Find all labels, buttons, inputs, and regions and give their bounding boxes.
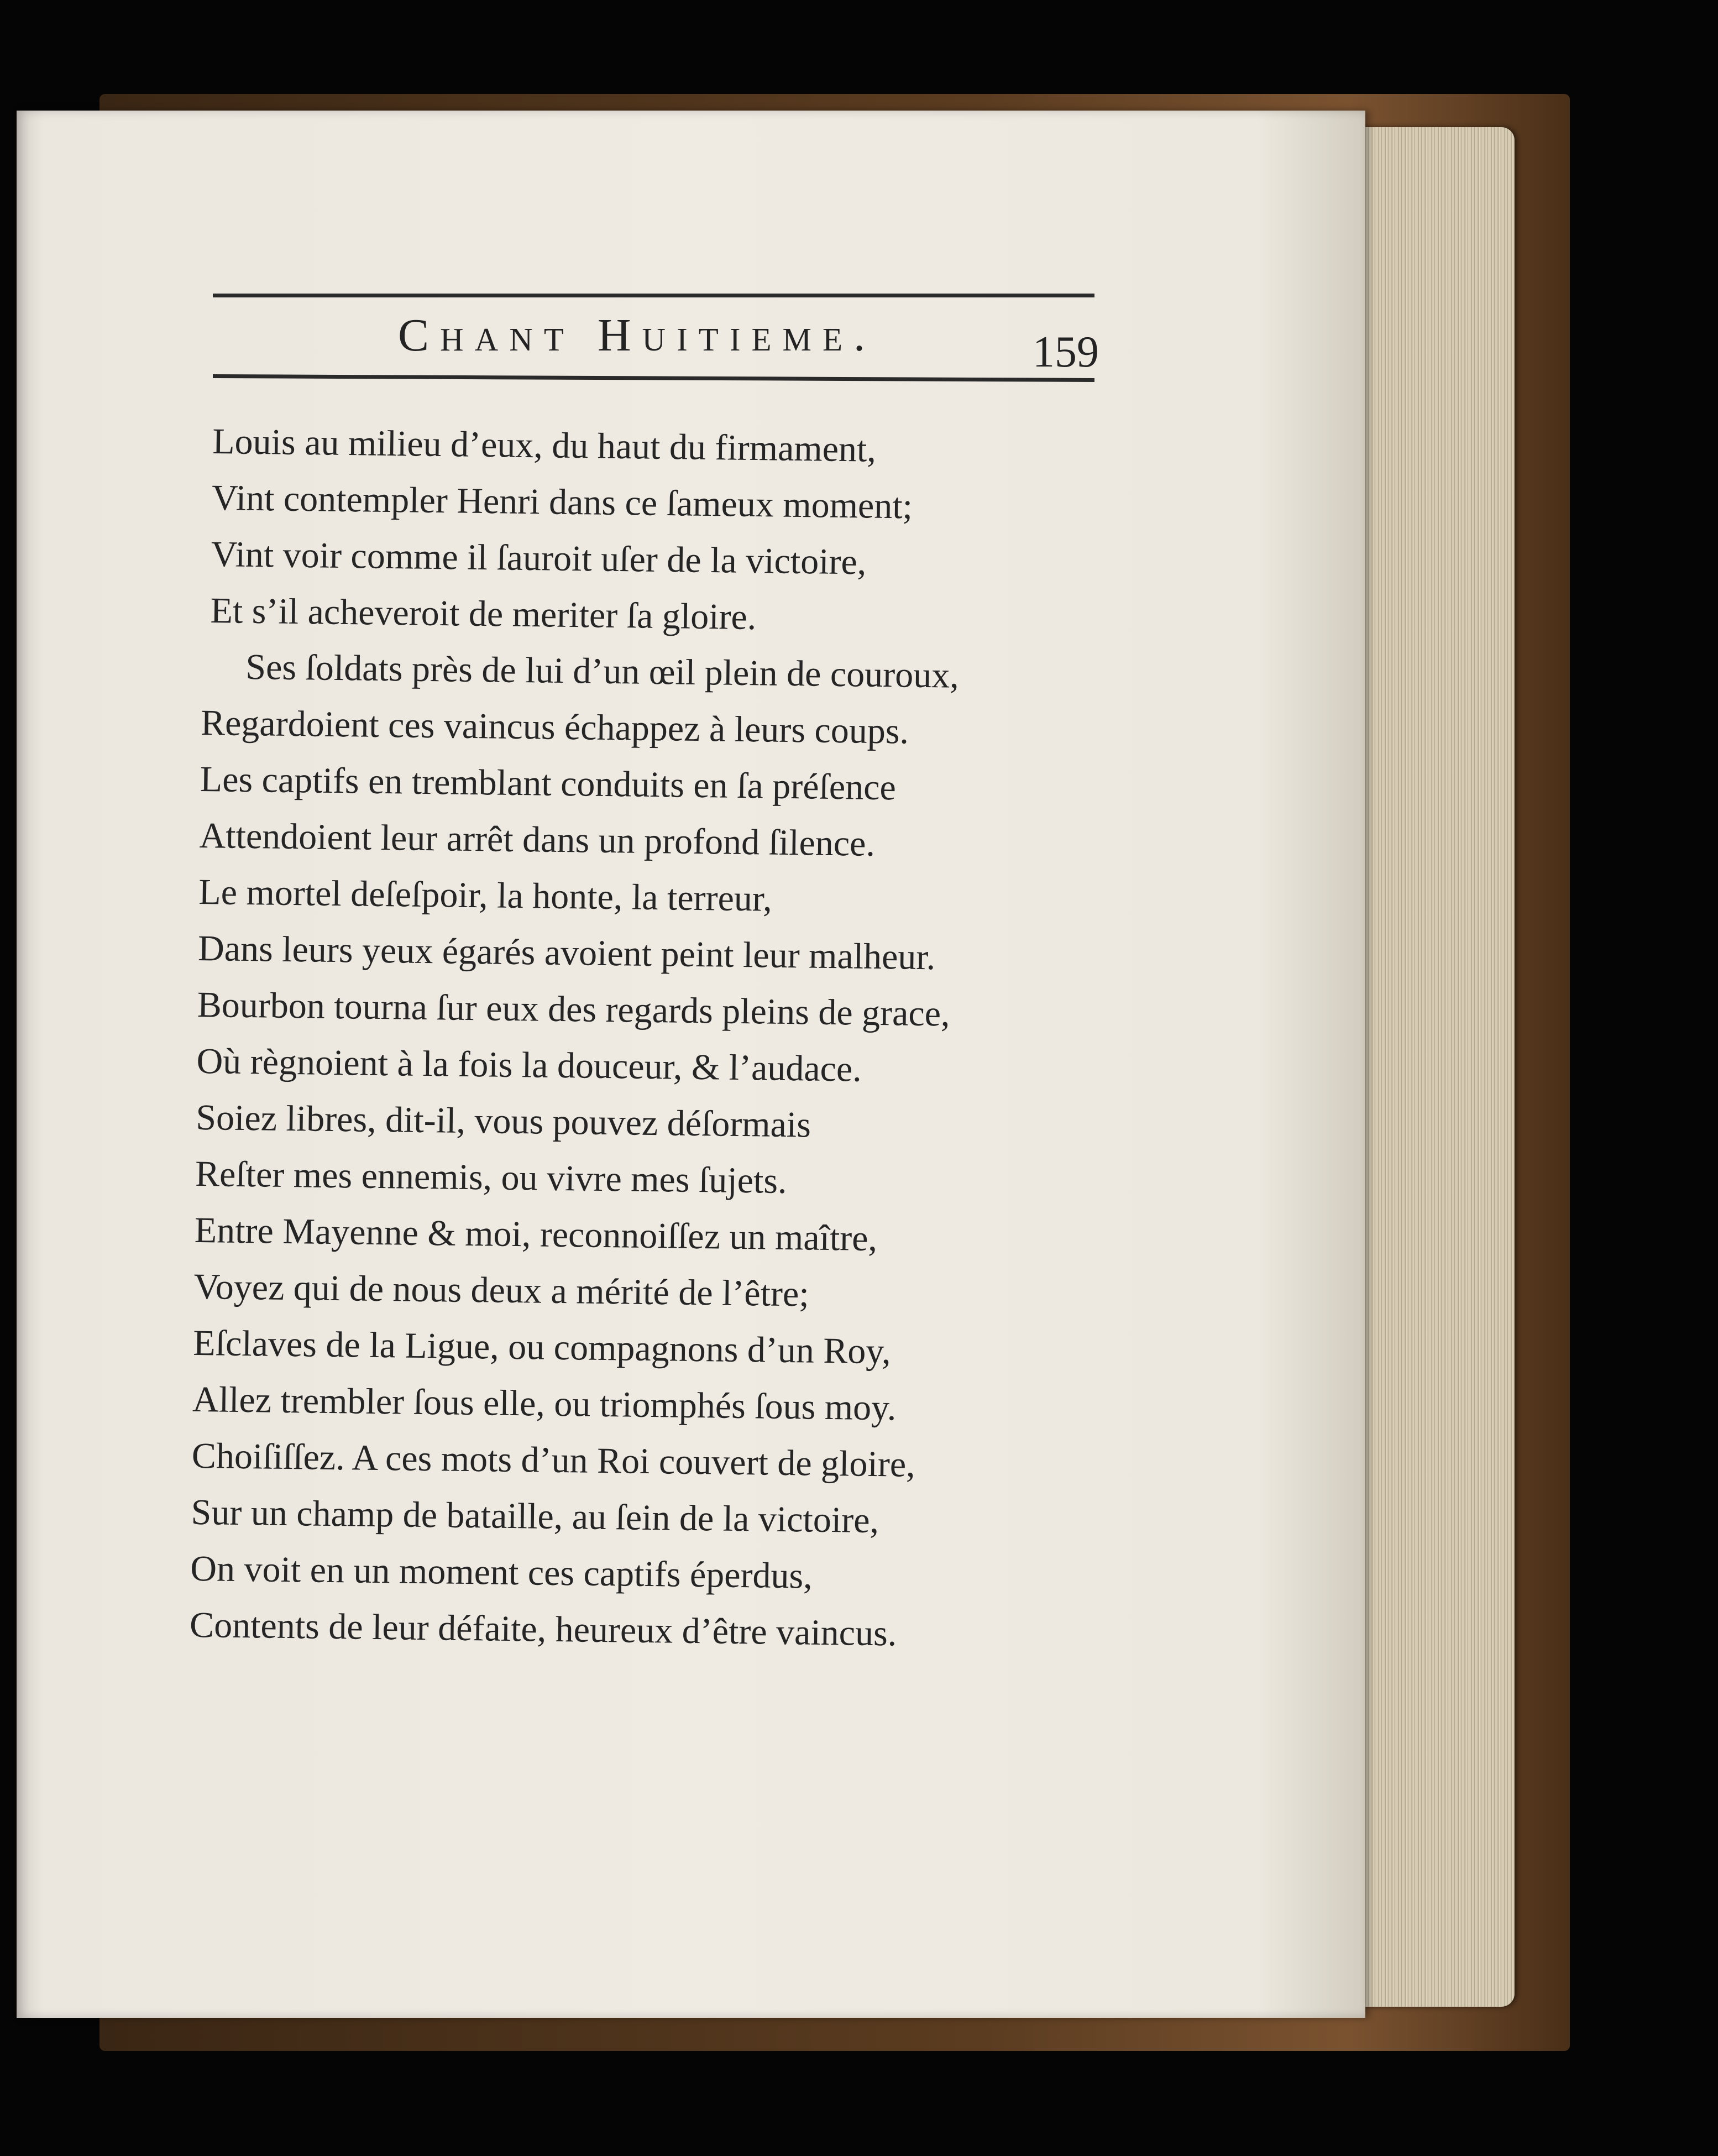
page-edges	[1349, 127, 1515, 2007]
verse-line: Dans leurs yeux égarés avoient peint leur malheur.	[197, 928, 936, 978]
verse-line: Le mortel deſeſpoir, la honte, la terreur,	[198, 871, 773, 919]
verse-line: Bourbon tourna ſur eux des regards pleins de grace,	[197, 984, 950, 1034]
page-number: 159	[1033, 328, 1099, 376]
verse-line: Les captifs en tremblant conduits en ſa préſence	[200, 758, 897, 808]
verse-line: Attendoient leur arrêt dans un profond ſilence.	[199, 815, 876, 864]
verse-line: Voyez qui de nous deux a mérité de l’être;	[193, 1266, 810, 1315]
verse-line: Reſter mes ennemis, ou vivre mes ſujets.	[195, 1153, 787, 1202]
verse-line: Sur un champ de bataille, au ſein de la victoire,	[191, 1492, 879, 1541]
verse-line: Allez trembler ſous elle, ou triomphés ſous moy.	[192, 1379, 897, 1428]
verse-line: On voit en un moment ces captifs éperdus,	[190, 1548, 813, 1597]
verse-line: Vint contempler Henri dans ce ſameux moment;	[211, 477, 913, 527]
verse-line: Soiez libres, dit-il, vous pouvez déſormais	[195, 1097, 811, 1145]
verse-line: Et s’il acheveroit de meriter ſa gloire.	[210, 590, 757, 638]
verse-line: Vint voir comme il ſauroit uſer de la victoire,	[211, 533, 867, 583]
verse-line: Choiſiſſez. A ces mots d’un Roi couvert de gloire,	[191, 1435, 916, 1485]
stanza-1	[210, 414, 914, 647]
verse-line: Où règnoient à la fois la douceur, & l’audace.	[196, 1040, 862, 1090]
verse-line: Contents de leur défaite, heureux d’être vaincus.	[189, 1604, 897, 1654]
header-rule-top	[213, 294, 1094, 297]
verse-line: Ses ſoldats près de lui d’un œil plein de couroux,	[245, 646, 960, 696]
running-head: Chant Huitieme.	[398, 310, 877, 361]
verse-line: Louis au milieu d’eux, du haut du firmament,	[212, 421, 877, 470]
verse-line: Regardoient ces vaincus échappez à leurs coups.	[200, 702, 909, 752]
verse-line: Entre Mayenne & moi, reconnoiſſez un maître,	[194, 1210, 878, 1259]
stanza-2	[190, 639, 960, 1663]
verse-line: Eſclaves de la Ligue, ou compagnons d’un Roy,	[192, 1322, 892, 1372]
